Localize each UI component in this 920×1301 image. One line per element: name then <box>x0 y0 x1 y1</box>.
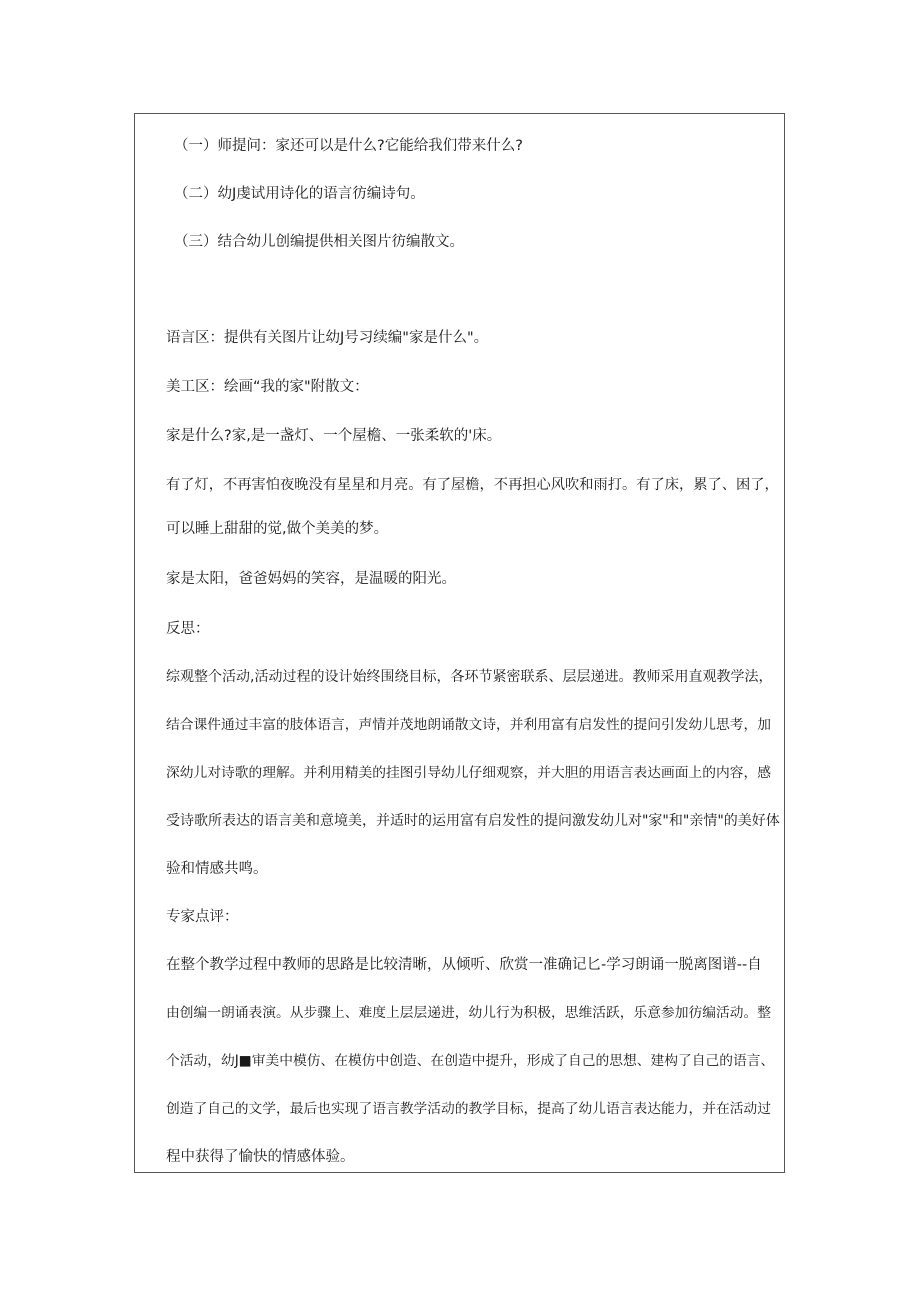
reflection-line-3: 深幼儿对诗歌的理解。并利用精美的挂图引导幼儿仔细观察，并大胆的用语言表达画面上的内容，感 <box>166 765 772 781</box>
expert-review-heading: 专家点评： <box>166 909 239 925</box>
language-area-text: 语言区：提供有关图片让幼J号习续编"家是什么"。 <box>166 330 489 346</box>
expert-review-line-4: 创造了自己的文学，最后也实现了语言教学活动的教学目标，提高了幼儿语言表达能力，并在活动过 <box>166 1101 772 1117</box>
expert-review-line-3: 个活动，幼J■审美中模仿、在模仿中创造、在创造中提升，形成了自己的思想、建构了自己的语言、 <box>166 1053 775 1069</box>
reflection-heading: 反思： <box>166 621 210 637</box>
reflection-line-4: 受诗歌所表达的语言美和意境美，并适时的运用富有启发性的提问激发幼儿对"家"和"亲情"的美好体 <box>166 813 780 829</box>
prose-line-3: 家是太阳，爸爸妈妈的笑容，是温暖的阳光。 <box>166 571 456 587</box>
reflection-line-5: 验和情感共鸣。 <box>166 861 268 877</box>
reflection-line-2: 结合课件通过丰富的肢体语言，声情并茂地朗诵散文诗，并利用富有启发性的提问引发幼儿思考，加 <box>166 717 772 733</box>
section-item-1: （一）师提问：家还可以是什么?它能给我们带来什么? <box>174 138 523 154</box>
expert-review-line-1: 在整个教学过程中教师的思路是比较清晰，从倾听、欣赏一准确记匕-学习朗诵一脱离图谱--自 <box>166 957 762 973</box>
art-area-text: 美工区：绘画“我的家"附散文： <box>166 379 369 395</box>
section-item-3: （三）结合幼儿创编提供相关图片彷编散文。 <box>174 234 464 250</box>
expert-review-line-2: 由创编一朗诵表演。从步骤上、难度上层层递进，幼儿行为积极，思维活跃，乐意参加彷编活动。整 <box>166 1005 772 1021</box>
reflection-line-1: 综观整个活动,活动过程的设计始终围绕目标，各环节紧密联系、层层递进。教师采用直观教学法， <box>166 669 773 685</box>
prose-line-2b: 可以睡上甜甜的觉,做个美美的梦。 <box>166 521 389 537</box>
expert-review-line-5: 程中获得了愉快的情感体验。 <box>166 1149 355 1165</box>
section-item-2: （二）幼J虔试用诗化的语言彷编诗句。 <box>174 186 425 202</box>
prose-line-2a: 有了灯，不再害怕夜晚没有星星和月亮。有了屋檐，不再担心风吹和雨打。有了床，累了、困了， <box>166 477 779 493</box>
prose-line-1: 家是什么?家,是一盏灯、一个屋檐、一张柔软的'床。 <box>166 428 502 444</box>
